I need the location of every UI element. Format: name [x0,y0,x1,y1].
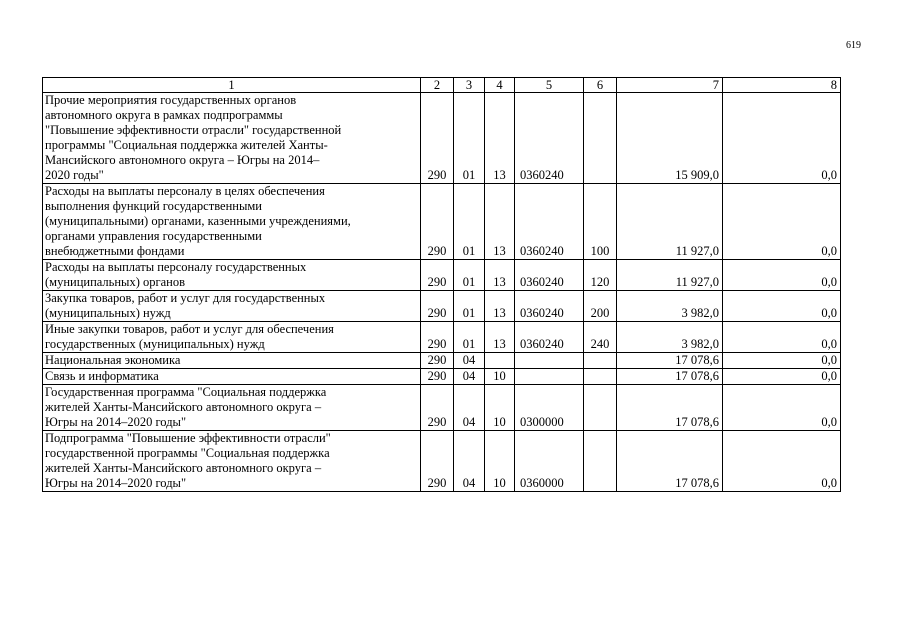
cell-subsection: 10 [485,385,515,431]
description-line: Расходы на выплаты персоналу государственных [45,260,307,274]
description-line: Прочие мероприятия государственных органов [45,93,297,107]
description-line: Закупка товаров, работ и услуг для государственных [45,291,326,305]
cell-amount-2: 0,0 [723,291,841,322]
column-header-2: 2 [421,78,454,93]
cell-description [43,260,421,291]
cell-admin-code: 290 [421,369,454,385]
table-row [43,260,841,291]
cell-description [43,353,421,369]
cell-amount: 3 982,0 [617,291,723,322]
header-row [43,78,841,93]
cell-amount: 17 078,6 [617,369,723,385]
description-line: органами управления государственными [45,229,262,243]
cell-target-article [515,353,584,369]
cell-amount: 15 909,0 [617,93,723,184]
description-line: внебюджетными фондами [45,244,185,258]
column-header-3: 3 [454,78,485,93]
cell-admin-code: 290 [421,431,454,492]
description-line: 2020 годы" [45,168,104,182]
cell-expense-type [584,93,617,184]
cell-admin-code: 290 [421,93,454,184]
page-number: 619 [846,40,861,51]
cell-target-article [515,369,584,385]
cell-target-article: 0360240 [515,184,584,260]
description-line: (муниципальных) нужд [45,306,171,320]
cell-subsection: 10 [485,369,515,385]
cell-amount: 11 927,0 [617,260,723,291]
table-body [43,78,841,492]
cell-amount: 3 982,0 [617,322,723,353]
cell-subsection: 13 [485,260,515,291]
cell-subsection: 13 [485,184,515,260]
cell-target-article: 0360240 [515,322,584,353]
description-line: Национальная экономика [45,353,181,367]
cell-subsection: 13 [485,291,515,322]
table-row [43,291,841,322]
cell-expense-type [584,431,617,492]
cell-expense-type: 200 [584,291,617,322]
cell-target-article: 0360240 [515,260,584,291]
cell-target-article: 0300000 [515,385,584,431]
cell-expense-type [584,385,617,431]
table-row [43,184,841,260]
column-header-4: 4 [485,78,515,93]
cell-amount-2: 0,0 [723,322,841,353]
cell-section: 04 [454,385,485,431]
cell-amount-2: 0,0 [723,353,841,369]
table-row [43,431,841,492]
cell-description [43,322,421,353]
description-line: государственной программы "Социальная поддержка [45,446,330,460]
table-row [43,385,841,431]
cell-amount-2: 0,0 [723,260,841,291]
cell-target-article: 0360240 [515,93,584,184]
description-line: жителей Ханты-Мансийского автономного округа – [45,400,322,414]
cell-expense-type [584,369,617,385]
cell-description [43,93,421,184]
description-line: Югры на 2014–2020 годы" [45,415,187,429]
column-header-1: 1 [43,78,421,93]
description-line: (муниципальными) органами, казенными учреждениями, [45,214,351,228]
cell-amount: 17 078,6 [617,431,723,492]
cell-subsection: 13 [485,322,515,353]
cell-section: 01 [454,184,485,260]
cell-amount: 17 078,6 [617,353,723,369]
cell-section: 01 [454,93,485,184]
cell-admin-code: 290 [421,353,454,369]
cell-section: 04 [454,369,485,385]
cell-target-article: 0360000 [515,431,584,492]
description-line: Государственная программа "Социальная поддержка [45,385,327,399]
cell-admin-code: 290 [421,184,454,260]
table-row [43,322,841,353]
description-line: выполнения функций государственными [45,199,262,213]
cell-amount-2: 0,0 [723,385,841,431]
description-line: "Повышение эффективности отрасли" государственной [45,123,342,137]
description-line: Мансийского автономного округа – Югры на 2014– [45,153,320,167]
cell-description [43,291,421,322]
description-line: жителей Ханты-Мансийского автономного округа – [45,461,322,475]
cell-description [43,385,421,431]
cell-expense-type [584,353,617,369]
table-row [43,93,841,184]
cell-description [43,431,421,492]
column-header-8: 8 [723,78,841,93]
description-line: программы "Социальная поддержка жителей Ханты- [45,138,328,152]
cell-expense-type: 240 [584,322,617,353]
cell-subsection [485,353,515,369]
column-header-7: 7 [617,78,723,93]
description-line: Югры на 2014–2020 годы" [45,476,187,490]
cell-admin-code: 290 [421,322,454,353]
cell-section: 01 [454,322,485,353]
description-line: Иные закупки товаров, работ и услуг для обеспечения [45,322,334,336]
cell-amount-2: 0,0 [723,93,841,184]
budget-table [42,77,841,492]
cell-amount: 11 927,0 [617,184,723,260]
cell-subsection: 13 [485,93,515,184]
table-row [43,369,841,385]
cell-description [43,184,421,260]
column-header-6: 6 [584,78,617,93]
description-line: Связь и информатика [45,369,159,383]
cell-section: 04 [454,431,485,492]
description-line: Расходы на выплаты персоналу в целях обеспечения [45,184,325,198]
description-line: автономного округа в рамках подпрограммы [45,108,283,122]
table-row [43,353,841,369]
cell-amount: 17 078,6 [617,385,723,431]
cell-section: 01 [454,260,485,291]
cell-amount-2: 0,0 [723,431,841,492]
cell-expense-type: 100 [584,184,617,260]
description-line: Подпрограмма "Повышение эффективности отрасли" [45,431,331,445]
cell-admin-code: 290 [421,291,454,322]
cell-admin-code: 290 [421,260,454,291]
column-header-5: 5 [515,78,584,93]
description-line: (муниципальных) органов [45,275,186,289]
cell-section: 01 [454,291,485,322]
cell-amount-2: 0,0 [723,184,841,260]
cell-admin-code: 290 [421,385,454,431]
cell-section: 04 [454,353,485,369]
cell-amount-2: 0,0 [723,369,841,385]
cell-description [43,369,421,385]
cell-target-article: 0360240 [515,291,584,322]
description-line: государственных (муниципальных) нужд [45,337,265,351]
cell-subsection: 10 [485,431,515,492]
cell-expense-type: 120 [584,260,617,291]
